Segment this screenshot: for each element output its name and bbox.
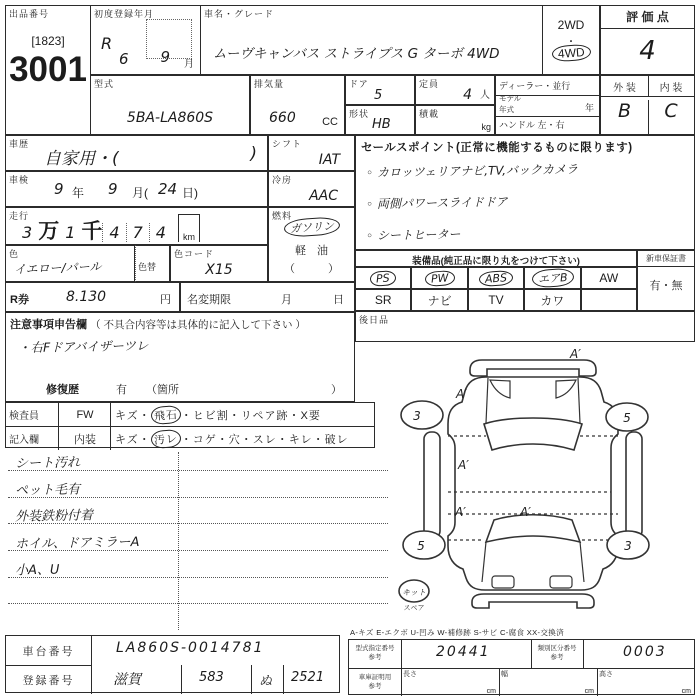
width-unit: cm — [584, 688, 594, 695]
body-shape-value: HB — [372, 117, 391, 132]
shaken-year: 9 — [54, 180, 64, 198]
car-name-label: 車名・グレード — [204, 9, 275, 19]
odo-digit: 4 — [149, 223, 172, 242]
model-code: 5BA-LA860S — [126, 110, 214, 126]
color-value: イエロー/パール — [13, 259, 102, 277]
inspect-text: ・コゲ・穴・スレ・キレ・破レ — [180, 433, 349, 446]
equipment-header-cell — [355, 250, 637, 267]
fuel-gasoline-circled: ガソリン — [283, 216, 340, 238]
capacity-label: 定員 — [419, 79, 440, 89]
registration-kana-cell — [251, 665, 284, 694]
handle-label: ハンドル 左・右 — [499, 119, 565, 130]
equipment-ps-circled: PS — [370, 270, 397, 287]
shaken-year-suffix: 年 — [72, 186, 85, 200]
interior-label: 内 装 — [648, 76, 694, 97]
car-damage-diagram — [398, 344, 658, 622]
sales-point-text: 両側パワースライドドア — [376, 194, 508, 212]
color-code-label: 色コード — [174, 249, 215, 259]
load-label: 積載 — [419, 109, 440, 119]
name-change-month: 月 — [281, 294, 292, 306]
score-cell — [600, 5, 695, 75]
lot-number-cell — [5, 5, 91, 135]
spare-label: スペア — [403, 604, 425, 612]
damage-label: A′ — [520, 505, 531, 519]
equipment-abs-circled: ABS — [478, 269, 513, 286]
bottom-right-table — [348, 639, 695, 695]
registration-class: 583 — [199, 670, 224, 685]
left-sill-shape — [424, 432, 440, 538]
model-year-label-1: モデル — [499, 94, 522, 103]
inspector-fw-label: FW — [58, 403, 111, 426]
dealer-handle-cell — [495, 75, 600, 135]
fuel-gas-wrap — [269, 218, 354, 236]
score-value: 4 — [639, 36, 656, 66]
tire-depth-rear-right: 3 — [624, 539, 632, 553]
first-registration-cell — [90, 5, 201, 75]
length-label: 長さ — [403, 671, 417, 678]
recycle-ticket-unit: 円 — [160, 294, 171, 306]
color-code-value: X15 — [205, 262, 233, 278]
handwritten-note: ホイル、ドアミラーA — [14, 534, 140, 553]
drivetrain-cell — [542, 5, 600, 75]
drivetrain-4wd-wrap — [543, 44, 599, 62]
sales-point-text: カロッツェリアナビ,TV,バックカメラ — [376, 162, 579, 180]
damage-legend: A-キズ E-エクボ U-凹み W-補修跡 S-サビ C-腐食 XX-交換済 — [350, 628, 565, 637]
color-code-cell — [170, 245, 268, 282]
entry-label: 記入欄 — [6, 426, 61, 450]
equipment-item: AW — [581, 267, 637, 289]
damage-label: A′ — [458, 458, 469, 472]
shift-cell — [268, 135, 355, 171]
front-bumper-shape — [470, 360, 596, 376]
sales-points-header: セールスポイント(正常に機能するものに限ります) — [361, 142, 633, 154]
displacement-unit: CC — [322, 116, 338, 128]
handwritten-note: 外装鉄粉付着 — [14, 508, 94, 525]
inspector-interior-items — [110, 426, 374, 450]
displacement-value: 660 — [269, 110, 296, 126]
exterior-interior-cell — [600, 75, 695, 135]
aircon-cell — [268, 171, 355, 207]
car-name: ムーヴキャンバス ストライプス G ターボ 4WD — [213, 46, 500, 62]
equipment-item — [411, 267, 467, 289]
history-cell — [5, 135, 268, 171]
body-shape-label: 形状 — [349, 109, 370, 119]
class-number-value: 0003 — [623, 644, 667, 660]
color-change-label: 色替 — [138, 262, 157, 272]
recycle-ticket-value: 8.130 — [66, 289, 107, 305]
height-cell — [597, 668, 694, 696]
height-label: 高さ — [599, 671, 613, 678]
shaken-cell — [5, 171, 268, 207]
notice-header-paren: （ 不具合内容等は具体的に記入して下さい ） — [90, 319, 306, 331]
length-unit: cm — [486, 688, 496, 695]
type-number-label-cell — [349, 640, 402, 669]
recycle-ticket-label: R券 — [10, 294, 29, 306]
registration-number: 2521 — [291, 670, 325, 685]
registration-kana: ぬ — [259, 674, 273, 689]
windshield-shape — [484, 418, 582, 450]
doors-label: ドア — [349, 79, 369, 89]
name-change-day: 日 — [333, 294, 344, 306]
warranty-value: 有・無 — [649, 280, 683, 292]
inspect-circled-tobiishi: 飛石 — [150, 404, 181, 424]
inspect-text: ・ヒビ割・リペア跡・X要 — [180, 409, 321, 422]
sales-point-text: シートヒーター — [376, 227, 461, 243]
exterior-grade: B — [601, 100, 649, 134]
color-cell — [5, 245, 135, 282]
equipment-item: TV — [468, 289, 524, 311]
repair-history-value: 有 — [116, 384, 127, 396]
equipment-item — [581, 289, 637, 311]
width-label: 幅 — [501, 671, 508, 678]
interior-grade: C — [664, 100, 678, 122]
first-registration-era: R — [101, 34, 113, 53]
shaken-month: 9 — [108, 180, 118, 198]
model-code-cell — [90, 75, 250, 135]
vin-label: 車台番号 — [6, 636, 92, 666]
lot-number-label: 出品番号 — [9, 9, 50, 19]
odo-digit: 1 — [65, 223, 76, 242]
handwritten-note: ペット毛有 — [14, 482, 81, 499]
rear-bumper-shape — [472, 594, 594, 608]
notice-header-title: 注意事項申告欄 — [10, 319, 87, 331]
tire-depth-rear-left: 5 — [417, 539, 425, 553]
class-number-ref: 参考 — [550, 654, 564, 661]
odo-sen: 千 — [81, 219, 103, 243]
odo-digit: 7 — [126, 223, 149, 242]
odometer-cell — [5, 207, 268, 245]
odometer-unit: km — [178, 214, 199, 242]
color-label: 色 — [9, 249, 20, 259]
doors-cell — [345, 75, 415, 105]
shaken-label: 車検 — [9, 175, 30, 185]
drivetrain-2wd: 2WD — [557, 18, 585, 32]
equipment-item: ナビ — [411, 289, 467, 311]
sales-point: ◦ カロッツェリアナビ,TV,バックカメラ — [365, 162, 579, 180]
drivetrain-dot: ・ — [566, 37, 576, 48]
registration-area-cell — [91, 665, 182, 694]
sales-point: ◦ 両側パワースライドドア — [365, 194, 508, 212]
tire-depth-front-left: 3 — [413, 409, 421, 423]
sales-point: ◦ シートヒーター — [365, 227, 461, 243]
capacity-cell — [415, 75, 495, 105]
equipment-header: 装備品(純正品に限り丸をつけて下さい) — [412, 256, 580, 267]
length-cell — [401, 668, 500, 696]
dealer-label: ディーラー・並行 — [496, 76, 599, 96]
note-line — [8, 603, 388, 604]
capacity-unit: 人 — [480, 90, 490, 101]
note-line — [8, 577, 388, 578]
inspect-text: キズ・ — [115, 433, 151, 446]
shift-value: IAT — [318, 152, 340, 168]
load-cell — [415, 105, 495, 135]
equipment-item — [355, 267, 411, 289]
body-shape-cell — [345, 105, 415, 135]
first-registration-month: 9 — [160, 48, 170, 66]
registration-number-cell — [283, 665, 339, 694]
doors-value: 5 — [374, 88, 383, 103]
registration-area: 滋賀 — [113, 672, 141, 688]
type-number-value: 20441 — [436, 644, 491, 660]
aircon-label: 冷房 — [272, 175, 293, 185]
exterior-label: 外 装 — [601, 76, 649, 97]
notice-cell — [5, 312, 355, 402]
type-number-label: 型式指定番号 — [355, 645, 395, 652]
drivetrain-4wd-circled: 4WD — [551, 44, 591, 63]
model-year-unit: 年 — [584, 103, 594, 113]
damage-label: A′ — [456, 387, 467, 401]
odometer-extra-box — [199, 214, 216, 242]
class-number-label: 類別区分番号 — [537, 645, 577, 652]
garage-cert-label-cell — [349, 668, 402, 696]
model-code-label: 型式 — [94, 79, 115, 89]
name-change-label: 名変期限 — [187, 294, 231, 306]
score-label: 評 価 点 — [601, 8, 694, 29]
height-unit: cm — [681, 688, 691, 695]
handwritten-note: 小A、U — [14, 562, 60, 579]
spare-handwritten: キット — [402, 588, 426, 597]
history-close: ) — [250, 144, 257, 164]
type-number-ref: 参考 — [368, 654, 382, 661]
capacity-value: 4 — [463, 87, 472, 103]
equipment-item: カワ — [524, 289, 580, 311]
handwritten-note: シート汚れ — [14, 455, 81, 472]
later-items-label: 後日品 — [359, 315, 390, 325]
displacement-cell — [250, 75, 345, 135]
shaken-month-suffix: 月( — [132, 186, 148, 200]
equipment-airbag-circled: エアB — [531, 268, 574, 289]
history-value: 自家用・( — [44, 149, 119, 169]
fuel-diesel: 軽 油 — [295, 245, 328, 257]
shaken-day-suffix: 日) — [182, 186, 198, 200]
type-number-cell — [401, 640, 532, 669]
inspect-text: キズ・ — [115, 409, 151, 422]
odometer-label: 走行 — [9, 211, 30, 221]
first-registration-year: 6 — [119, 50, 129, 68]
shaken-day: 24 — [158, 180, 178, 198]
tire-depth-front-right: 5 — [623, 411, 631, 425]
fuel-paren: （ ） — [284, 263, 339, 275]
damage-label: A′ — [455, 505, 466, 519]
odometer-value-row — [16, 214, 265, 242]
rear-window-shape — [486, 515, 580, 542]
notice-line: ・右Fドアバイザーツレ — [17, 337, 149, 356]
recycle-ticket-cell — [5, 282, 180, 312]
later-items-cell — [355, 311, 695, 342]
model-year-label-2: 年式 — [499, 105, 514, 114]
odo-man: 万 — [38, 219, 60, 243]
inspector-label: 検査員 — [9, 411, 39, 422]
equipment-item — [524, 267, 580, 289]
vin-value: LA860S-0014781 — [116, 640, 265, 656]
equipment-item: SR — [355, 289, 411, 311]
bottom-left-table — [5, 635, 340, 693]
class-number-label-cell — [531, 640, 584, 669]
equipment-pw-circled: PW — [424, 269, 454, 286]
wheel-front-left — [401, 401, 443, 429]
warranty-label: 新車保証書 — [638, 251, 694, 267]
garage-cert-label: 車庫証明用 — [358, 674, 392, 681]
car-name-cell — [200, 5, 543, 75]
color-change-cell — [135, 245, 170, 282]
class-number-cell — [583, 640, 694, 669]
fuel-label: 燃料 — [272, 211, 293, 221]
name-change-cell — [180, 282, 355, 312]
month-suffix: 月 — [184, 59, 194, 70]
aircon-value: AAC — [309, 188, 338, 204]
odo-digit: 3 — [22, 223, 33, 242]
registration-label: 登録番号 — [6, 665, 92, 694]
history-label: 車歴 — [9, 139, 30, 149]
warranty-cell — [637, 250, 695, 311]
equipment-grid — [355, 267, 637, 311]
car-body-outline — [448, 377, 618, 590]
width-cell — [499, 668, 598, 696]
inspector-interior-label: 内装 — [58, 426, 111, 450]
lot-bracket: [1823] — [31, 34, 65, 48]
garage-cert-ref: 参考 — [368, 683, 382, 690]
odo-digit: 4 — [102, 223, 125, 242]
displacement-label: 排気量 — [254, 79, 285, 89]
shift-label: シフト — [272, 139, 303, 149]
lot-number: 3001 — [9, 50, 87, 89]
inspector-exterior-items — [110, 403, 374, 426]
repair-history-close: ） — [331, 384, 342, 396]
repair-history-label: 修復歴 — [46, 384, 79, 396]
repair-history-open: （箇所 — [146, 384, 179, 396]
notice-header — [10, 316, 306, 332]
equipment-item — [468, 267, 524, 289]
registration-class-cell — [181, 665, 252, 694]
load-unit: kg — [481, 122, 491, 132]
first-registration-label: 初度登録年月 — [94, 9, 155, 19]
fuel-cell — [268, 207, 355, 282]
inspect-circled-yogore: 汚レ — [150, 428, 181, 448]
sales-points-cell — [355, 135, 695, 250]
note-divider — [178, 452, 179, 630]
inspector-box — [5, 402, 375, 448]
damage-label: A′ — [570, 347, 581, 361]
right-sill-shape — [626, 432, 642, 538]
